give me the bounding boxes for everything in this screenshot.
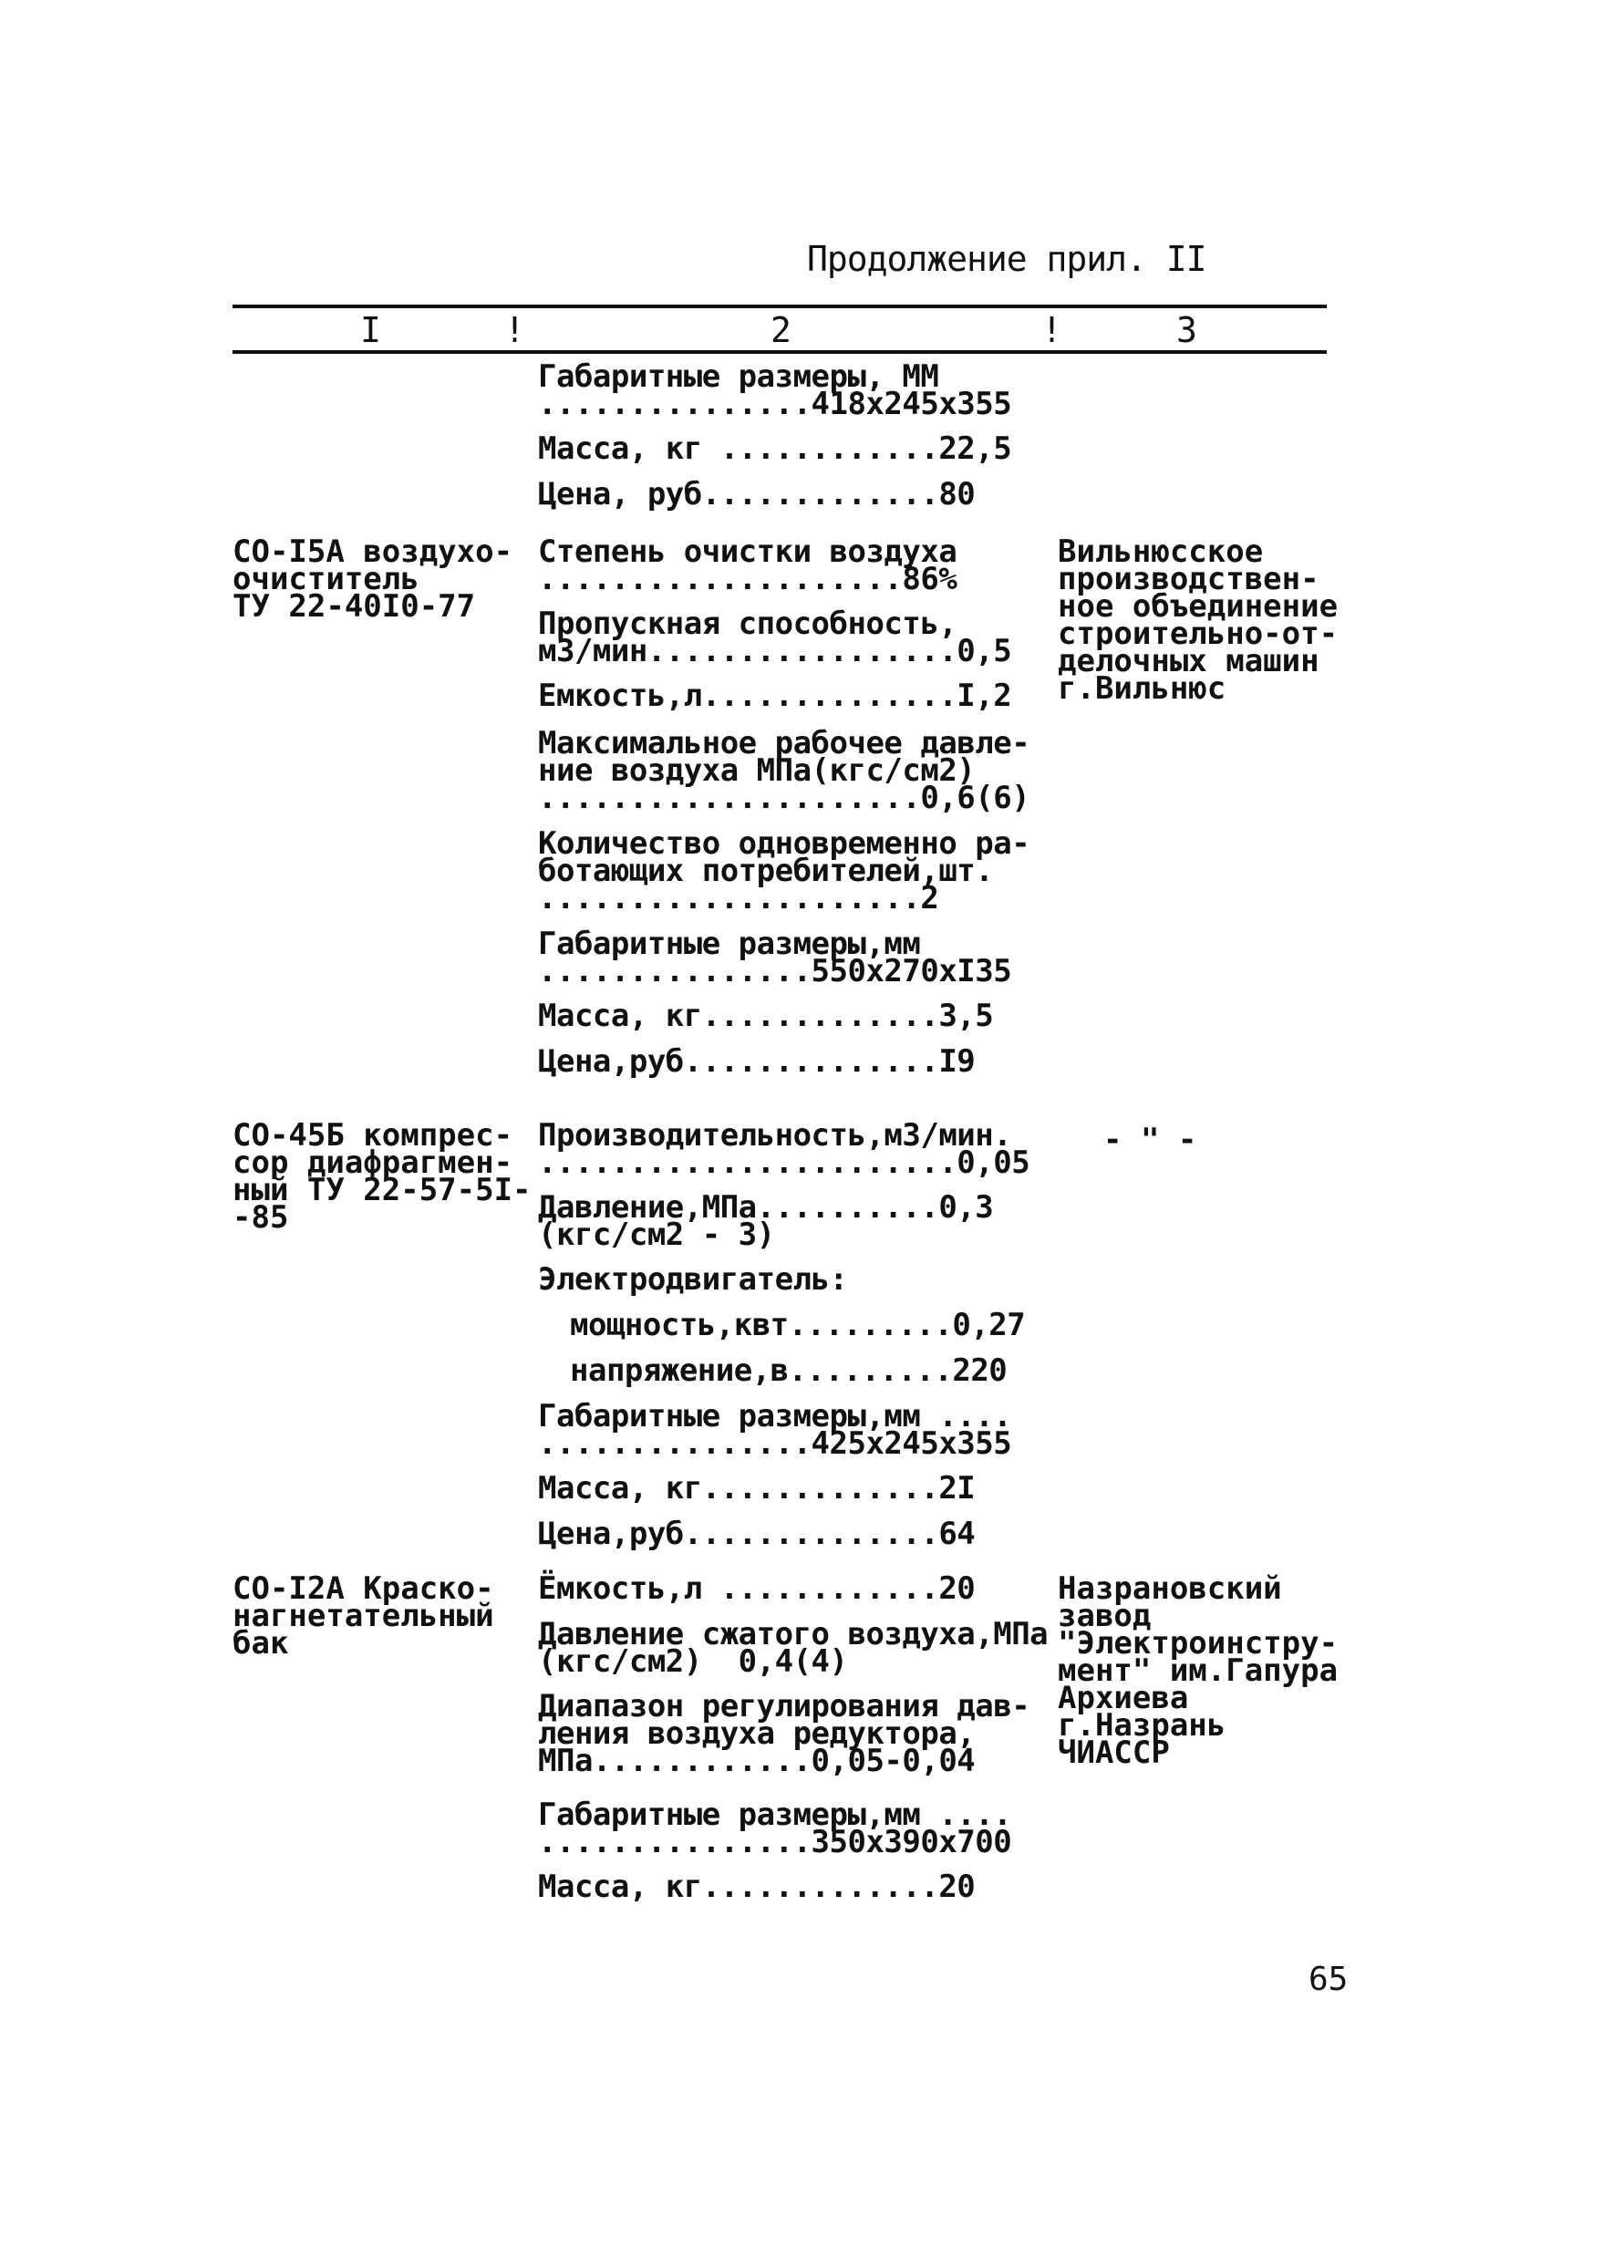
product-name: СО-45Б компрес- сор диафрагмен- ный ТУ 22-57-5I- -85 [233,1117,532,1236]
spec-line: Масса, кг.............2I [538,1470,976,1507]
column-header-2: 2 [771,310,791,350]
column-header-1: I [360,310,381,350]
spec-line: Цена,руб..............64 [538,1516,976,1552]
spec-line: Количество одновременно ра- ботающих потребителей,шт. .....................2 [538,825,1030,917]
table-header-rule [233,350,1327,354]
spec-line: Максимальное рабочее давле- ние воздуха МПа(кгс/см2) .....................0,6(6) [538,725,1030,816]
spec-line: Масса, кг.............20 [538,1869,976,1905]
spec-line: Габаритные размеры, ММ ...............418х245х355 [538,358,1012,422]
spec-line: Габаритные размеры,мм .... ...............350х390х700 [538,1797,1012,1860]
manufacturer: Вильнюсское производствен- ное объединение строительно-от- делочных машин г.Вильнюс [1058,533,1339,707]
spec-line: напряжение,в.........220 [570,1352,1008,1389]
spec-line: Давление сжатого воздуха,МПа (кгс/см2) 0,4(4) [538,1616,1049,1680]
spec-line: Давление,МПа..........0,3 (кгс/см2 - 3) [538,1189,994,1253]
spec-line: Масса, кг.............3,5 [538,998,994,1034]
manufacturer: Назрановский завод "Электроинстру- мент" им.Гапура Архиева г.Назрань ЧИАССР [1058,1570,1339,1771]
product-name: СО-I5А воздухо- очиститель ТУ 22-40I0-77 [233,533,513,625]
spec-line: Ёмкость,л ............20 [538,1570,976,1607]
column-header-3: 3 [1176,310,1197,350]
spec-line: Электродвигатель: [538,1261,848,1298]
spec-line: Цена,руб..............I9 [538,1043,976,1080]
spec-line: Степень очистки воздуха ....................86% [538,533,957,597]
spec-line: Масса, кг ............22,5 [538,430,1012,467]
product-name: СО-I2А Краско- нагнетательный бак [233,1570,494,1662]
spec-line: Габаритные размеры,мм .... ...............425х245х355 [538,1398,1012,1462]
column-separator-2: ! [1041,310,1062,350]
page-number: 65 [1309,1961,1349,1998]
spec-line: Цена, руб.............80 [538,476,976,513]
manufacturer-ditto: - " - [1103,1122,1197,1158]
continuation-title: Продолжение прил. II [807,239,1206,279]
spec-line: Диапазон регулирования дав- ления воздуха редуктора, МПа............0,05-0,04 [538,1688,1030,1779]
spec-line: Габаритные размеры,мм ...............550х270хI35 [538,926,1012,989]
spec-line: Производительность,м3/мин. .......................0,05 [538,1117,1030,1181]
spec-line: Емкость,л..............I,2 [538,678,1012,714]
spec-line: Пропускная способность, м3/мин.................0,5 [538,606,1012,669]
spec-line: мощность,квт.........0,27 [570,1307,1026,1343]
table-top-rule [233,305,1327,308]
column-separator-1: ! [504,310,525,350]
